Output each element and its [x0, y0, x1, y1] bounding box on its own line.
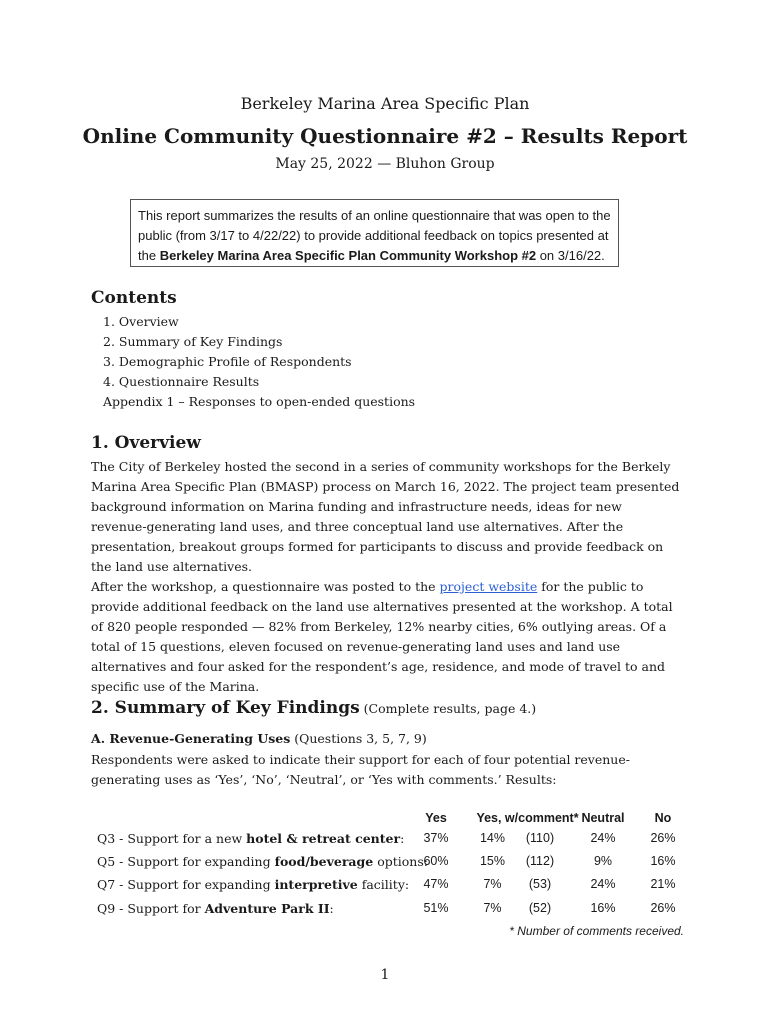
row-label-bold: interpretive [274, 877, 358, 892]
cell-neutral: 16% [590, 901, 616, 915]
toc-item-appendix[interactable]: Appendix 1 – Responses to open-ended questions [103, 394, 416, 409]
cell-yes: 60% [423, 854, 449, 868]
table-row-label [97, 901, 334, 916]
overview-heading: 1. Overview [91, 433, 201, 453]
row-label-text: Q7 - Support for expanding [97, 877, 275, 892]
row-label-text: Q5 - Support for expanding [97, 854, 275, 869]
col-header-yes-comment: Yes, w/comment* [476, 811, 579, 825]
overview-para2-after: for the public to provide additional feedback on the land use alternatives presented at the workshop. A total of 820 people responded — 82% from Berkeley, 12% nearby cities, 6% outlying areas. Of a total of 15 questions, eleven focused on revenue-generating land uses and land use alternatives and four asked for the respondent’s age, residence, and mode of travel to and specific use of the Marina. [91, 579, 673, 694]
toc-item-results[interactable]: 4. Questionnaire Results [103, 374, 260, 389]
project-website-link[interactable]: project website [439, 579, 538, 594]
row-label-bold: Adventure Park II [204, 901, 330, 916]
col-header-neutral: Neutral [581, 811, 625, 825]
cell-yes-comment-count: (112) [525, 854, 555, 868]
overview-paragraph-2 [91, 577, 681, 697]
cell-neutral: 24% [590, 877, 616, 891]
revenue-uses-title: A. Revenue-Generating Uses [91, 731, 291, 746]
cell-yes-comment-pct: 7% [483, 877, 502, 891]
revenue-uses-paragraph: Respondents were asked to indicate their support for each of four potential revenue-generating uses as ‘Yes’, ‘No’, ‘Neutral’, or ‘Yes with comments.’ Results: [91, 752, 630, 787]
revenue-uses-questions: (Questions 3, 5, 7, 9) [290, 731, 427, 746]
cell-yes-comment-count: (52) [528, 901, 552, 915]
table-footnote: * Number of comments received. [509, 924, 684, 938]
cell-yes-comment-pct: 15% [479, 854, 506, 868]
table-row-label [97, 877, 409, 892]
row-label-text: Q9 - Support for [97, 901, 205, 916]
row-label-text: Q3 - Support for a new [97, 831, 247, 846]
cell-no: 26% [650, 831, 676, 845]
intro-text-after: on 3/16/22. [536, 248, 605, 263]
cell-yes-comment-count: (53) [528, 877, 552, 891]
intro-box [130, 199, 619, 267]
report-date-line: May 25, 2022 — Bluhon Group [275, 156, 495, 172]
report-supertitle: Berkeley Marina Area Specific Plan [240, 94, 530, 113]
intro-workshop-name: Berkeley Marina Area Specific Plan Community Workshop #2 [159, 248, 537, 263]
table-row-label [97, 831, 404, 846]
table-row-label [97, 854, 428, 869]
cell-no: 21% [650, 877, 676, 891]
row-label-suffix: : [329, 901, 334, 916]
contents-heading: Contents [91, 288, 177, 308]
report-title: Online Community Questionnaire #2 – Results Report [82, 124, 688, 148]
col-header-yes: Yes [425, 811, 447, 825]
row-label-suffix: facility: [357, 877, 410, 892]
row-label-bold: hotel & retreat center [246, 831, 401, 846]
intro-text-before: This report summarizes the results of an online questionnaire that was open to the public (from 3/17 to 4/22/22) to provide additional feedback on topics presented at the [138, 208, 611, 263]
summary-heading-note: (Complete results, page 4.) [359, 701, 537, 716]
cell-yes: 47% [423, 877, 449, 891]
cell-yes: 37% [423, 831, 449, 845]
toc-item-overview[interactable]: 1. Overview [103, 314, 179, 329]
row-label-suffix: options: [373, 854, 428, 869]
overview-para2-before: After the workshop, a questionnaire was posted to the [91, 579, 440, 594]
summary-heading-line [91, 698, 536, 718]
summary-heading: 2. Summary of Key Findings [91, 698, 360, 718]
toc-item-demographics[interactable]: 3. Demographic Profile of Respondents [103, 354, 352, 369]
cell-neutral: 9% [593, 854, 613, 868]
cell-yes-comment-pct: 14% [479, 831, 506, 845]
cell-no: 26% [650, 901, 676, 915]
toc-item-summary[interactable]: 2. Summary of Key Findings [103, 334, 283, 349]
row-label-suffix: : [400, 831, 405, 846]
cell-yes-comment-count: (110) [525, 831, 555, 845]
cell-no: 16% [650, 854, 676, 868]
cell-neutral: 24% [590, 831, 616, 845]
col-header-no: No [654, 811, 672, 825]
revenue-uses-subheading [91, 731, 427, 746]
row-label-bold: food/beverage [274, 854, 374, 869]
cell-yes: 51% [423, 901, 449, 915]
table-of-contents [103, 312, 415, 412]
cell-yes-comment-pct: 7% [483, 901, 502, 915]
overview-paragraph-1: The City of Berkeley hosted the second in a series of community workshops for the Berkely Marina Area Specific Plan (BMASP) process on March 16, 2022. The project team presented background information on Marina funding and infrastructure needs, ideas for new revenue-generating land uses, and three conceptual land use alternatives. After the presentation, breakout groups formed for participants to discuss and provide feedback on the land use alternatives. [91, 459, 680, 574]
page-number: 1 [380, 967, 390, 983]
